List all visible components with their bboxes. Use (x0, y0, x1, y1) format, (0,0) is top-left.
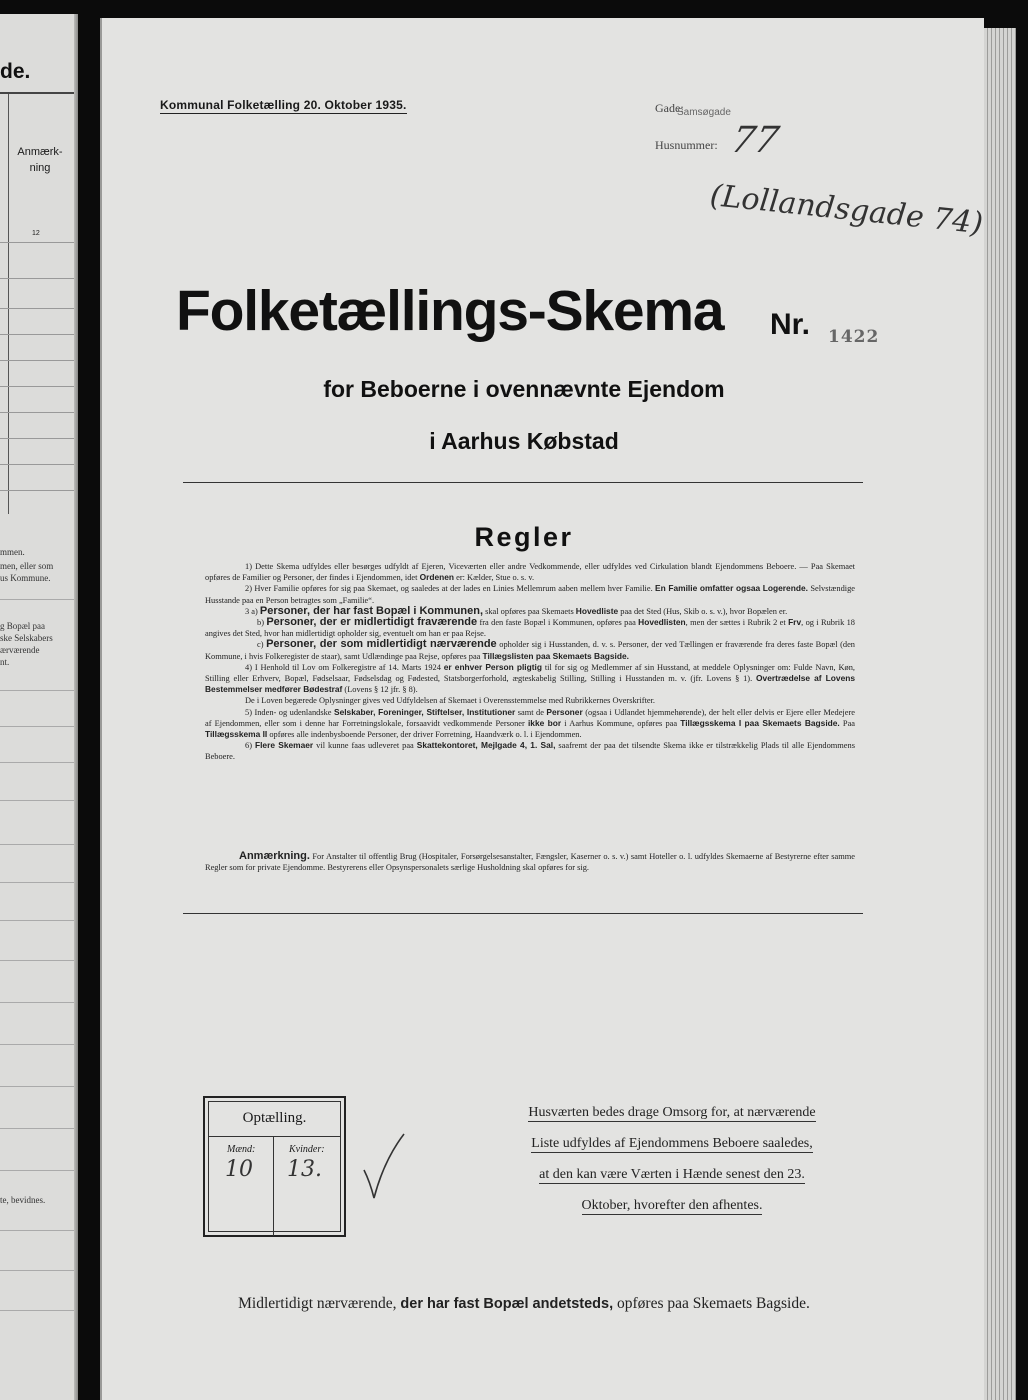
left-note: g Bopæl paa (0, 621, 45, 631)
street-value: Samsøgade (677, 107, 731, 118)
form-number-stamp: 1422 (828, 327, 880, 347)
footer-instruction: Midlertidigt nærværende, der har fast Bopæl andetsteds, opføres paa Skemaets Bagside. (238, 1295, 810, 1312)
left-page-heading: de. (0, 60, 31, 83)
left-note: men, eller som (0, 561, 54, 571)
left-note: ske Selskabers (0, 633, 53, 643)
page-gutter-shadow (74, 14, 78, 1400)
left-column-number: 12 (32, 230, 40, 237)
left-column-title: Anmærk- ning (17, 146, 63, 174)
form-subtitle-city: i Aarhus Købstad (429, 428, 619, 454)
house-number-handwritten: 77 (727, 120, 783, 161)
notice-line: Husværten bedes drage Omsorg for, at nærværende (528, 1105, 816, 1120)
handwritten-address-note: (Lollandsgade 74) (708, 178, 985, 242)
form-subtitle: for Beboerne i ovennævnte Ejendom (323, 376, 725, 402)
landlord-notice (502, 1100, 842, 1224)
notice-line: Liste udfyldes af Ejendommens Beboere saaledes, (531, 1136, 813, 1151)
rule-2: 2) Hver Familie opføres for sig paa Skemaet, og saaledes at der lades en Linies Mellemrum aaben mellem hver Familie. En Familie omfatter ogsaa Logerende. Selvstændige Husstande paa en Person betragtes som „Familie“. (205, 583, 855, 605)
table-divider (8, 94, 9, 514)
rule-4-note: De i Loven begærede Oplysninger gives ved Udfyldelsen af Skemaet i Overensstemmelse med Rubrikkernes Overskrifter. (245, 696, 656, 706)
remark-paragraph: Anmærkning. For Anstalter til offentlig Brug (Hospitaler, Forsørgelsesanstalter, Fængsler, Kaserner o. s. v.) samt Hoteller o. l. udfyldes Skemaerne af Bestyrerne efter samme Regler som for private Ejendomme. Bestyrerens eller Opsynspersonalets særlige Husholdning skal opføres for sig. (205, 850, 855, 873)
divider-rule (183, 913, 863, 914)
left-note: te, bevidnes. (0, 1195, 46, 1205)
divider-rule (183, 482, 863, 483)
left-note: nt. (0, 657, 10, 667)
men-label: Mænd: (227, 1144, 256, 1155)
men-count-handwritten: 10 (225, 1157, 253, 1182)
handwritten-checkmark-icon (360, 1130, 408, 1202)
notice-line: Oktober, hvorefter den afhentes. (581, 1198, 763, 1213)
rule-1: 1) Dette Skema udfyldes eller besørges udfyldt af Ejeren, Viceværten eller andre Vedkommende, eller udfyldes ved Cirkulation blandt Ejendommens Beboere. — Paa Skemaet opføres de Familier og Personer, der findes i Ejendommen, idet Ordenen er: Kælder, Stue o. s. v. (205, 562, 855, 583)
rules-heading: Regler (474, 522, 574, 552)
left-note: mmen. (0, 547, 25, 557)
street-label: Gade: (655, 101, 684, 115)
house-number-label: Husnummer: (655, 138, 718, 152)
rules-body (205, 561, 855, 763)
census-header-line: Kommunal Folketælling 20. Oktober 1935. (160, 98, 407, 112)
form-number-label: Nr. (770, 308, 811, 341)
count-box-title: Optælling. (242, 1110, 307, 1126)
remark-label: Anmærkning. (239, 850, 310, 862)
women-count-handwritten: 13. (287, 1157, 322, 1182)
book-page-edges (984, 28, 1016, 1400)
left-facing-page (0, 14, 78, 1400)
left-note: us Kommune. (0, 573, 51, 583)
form-title: Folketællings-Skema (176, 279, 724, 343)
rule-3c: c) Personer, der som midlertidigt nærværende opholder sig i Husstanden, d. v. s. Personer, der ved Tællingen er fraværende fra deres faste Bopæl (den Kommune, i hvis Folkeregister de staar), samt Udlændinge paa Rejse, opføres paa Tillægslisten paa Skemaets Bagside. (205, 638, 855, 661)
rule-3a: 3 a) Personer, der har fast Bopæl i Kommunen, skal opføres paa Skemaets Hovedliste paa det Sted (Hus, Skib o. s. v.), hvor Bopælen er. (245, 604, 788, 617)
rule-6: 6) Flere Skemaer vil kunne faas udleveret paa Skattekontoret, Mejlgade 4, 1. Sal, saafremt der paa det tilsendte Skema ikke er tilstrækkelig Plads til alle Ejendommens Beboere. (205, 740, 855, 762)
rule-3b: b) Personer, der er midlertidigt fraværende fra den faste Bopæl i Kommunen, opføres paa Hovedlisten, men der sættes i Rubrik 2 et Frv, og i Rubrik 18 angives det Sted, hvor han midlertidigt opholder sig, eventuelt om han er paa Rejse. (205, 616, 855, 639)
count-box (203, 1096, 346, 1237)
rule-4: 4) I Henhold til Lov om Folkeregistre af 14. Marts 1924 er enhver Person pligtig til for sig og Medlemmer af sin Husstand, at meddele Oplysninger om: Fulde Navn, Køn, Stilling eller Erhverv, Bopæl, Fødselsaar, Fødselsdag og Fødested, Statsborgerforhold, ægteskabelig Stilling, Stilling i Husstanden m. v. (jfr. Lovens § 1). Overtrædelse af Lovens Bestemmelser medfører Bødestraf (Lovens § 12 jfr. § 8). (205, 661, 856, 695)
left-note: ærværende (0, 645, 40, 655)
notice-line: at den kan være Værten i Hænde senest den 23. (539, 1167, 805, 1182)
women-label: Kvinder: (289, 1144, 325, 1155)
rule-5: 5) Inden- og udenlandske Selskaber, Foreninger, Stiftelser, Institutioner samt de Personer (ogsaa i Udlandet hjemmehørende), der helt eller delvis er Ejere eller Medejere af Ejendommen, eller som i denne har Forretningslokale, forsaavidt vedkommende Personer ikke bor i Aarhus Kommune, opføres paa Tillægsskema I paa Skemaets Bagside. Paa Tillægsskema II opføres alle indenbysboende Personer, der driver Forretning, Haandværk o. l. i Ejendommen. (205, 706, 856, 740)
